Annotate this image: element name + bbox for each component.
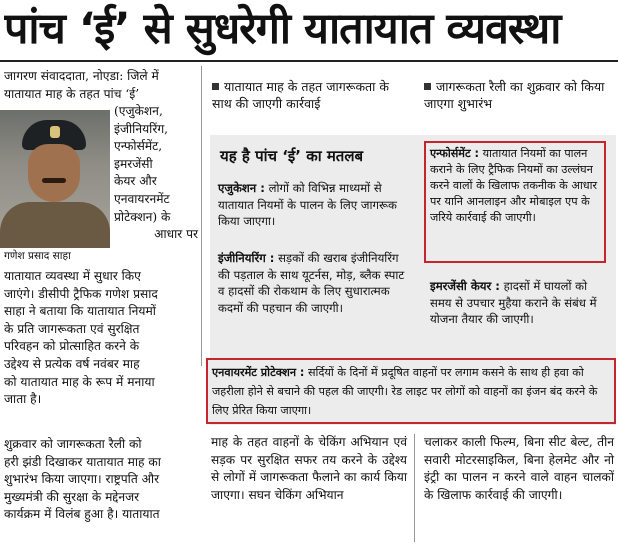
item-label: एन्फोर्समेंट :	[430, 147, 479, 160]
body-line: जाएंगे। डीसीपी ट्रैफिक गणेश प्रसाद	[4, 286, 158, 301]
item-environment	[206, 358, 616, 424]
item-label: एनवायरमेंट प्रोटेक्शन :	[212, 366, 305, 379]
item-text: हादसों में घायलों को समय से उपचार मुहैया कराने के संबंध में योजना तैयार की जाएगी।	[430, 279, 597, 326]
officer-photo	[0, 110, 110, 248]
item-text: यातायात नियमों का पालन कराने के लिए ट्रैफिक नियमों का उल्लंघन करने वालों के खिलाफ तकनीक के आधार पर यानि आनलाइन और मोबाइल एप के जरिये कार्रवाई की जाएगी।	[430, 147, 598, 224]
body-line: के प्रति जागरूकता एवं सुरक्षित	[4, 321, 140, 336]
side-line: (एजुकेशन,	[114, 104, 163, 118]
left-intro	[4, 68, 196, 103]
column-divider	[201, 66, 202, 366]
bullet-2: जागरूकता रैली का शुक्रवार को किया जाएगा शुभारंभ	[424, 79, 605, 111]
item-emergency	[430, 278, 612, 328]
left-side-text	[114, 103, 198, 244]
bullet-square-icon	[212, 83, 219, 90]
uniform	[0, 202, 110, 248]
middle-bottom-text: माह के तहत वाहनों के चेकिंग अभियान एवं सड़क पर सुरक्षित सफर तय करने के उद्देश्य से लोगों में जागरूकता फैलाने का कार्य किया जाएगा। सघन चेकिंग अभियान	[211, 435, 407, 502]
side-line: प्रोटेक्शन) के	[114, 209, 171, 224]
item-text: सर्दियों के दिनों में प्रदूषित वाहनों पर लगाम कसने के साथ ही हवा को जहरीला होने से बचाने की पहल की जाएगी। रेड लाइट पर लोगों को वाहनों का इंजन बंद करने के लिए प्रेरित किया जाएगा।	[212, 366, 598, 417]
item-label: एजुकेशन :	[218, 181, 265, 195]
body-line: साहा ने बताया कि यातायात नियमों	[4, 304, 156, 319]
body-line: को यातायात माह के रूप में मनाया	[4, 374, 155, 389]
item-engineering	[218, 250, 414, 316]
item-text: सड़कों की खराब इंजीनियरिंग की पड़ताल के साथ यूटर्नस, मोड़, ब्लैक स्पाट व हादसों की रोकथाम के लिए सुधारात्मक कदमों की पहचान की जाएगी।	[218, 251, 405, 315]
bottom-line: शुभारंभ किया जाएगा। राष्ट्रपति और	[4, 472, 160, 487]
bottom-line: मुख्यमंत्री की सुरक्षा के मद्देनजर	[4, 489, 140, 504]
body-line: परिवहन को प्रोत्साहित करने के	[4, 339, 140, 354]
intro-line: यातायात माह के तहत पांच ‘ई’	[4, 86, 140, 101]
side-line: इमरजेंसी	[114, 156, 153, 171]
side-line: एनवायरनमेंट	[114, 191, 170, 206]
item-label: इंजीनियरिंग :	[218, 251, 275, 265]
column-divider	[414, 434, 415, 542]
left-bottom	[4, 436, 196, 524]
face	[28, 144, 80, 202]
body-line: यातायात व्यवस्था में सुधार किए	[4, 269, 141, 283]
bullet-square-icon	[424, 83, 431, 90]
photo-caption: गणेश प्रसाद साहा	[4, 250, 71, 262]
bullet-1: यातायात माह के तहत जागरूकता के साथ की जाएगी कार्रवाई	[212, 79, 389, 111]
bottom-line: कार्यक्रम में विलंब हुआ है। यातायात	[4, 507, 160, 522]
right-bottom-text: चलाकर काली फिल्म, बिना सीट बेल्ट, तीन सवारी मोटरसाइकिल, बिना हेलमेट और नो इंट्री का पालन न करने वाले वाहन चालकों के खिलाफ कार्रवाई की जाएगी।	[424, 435, 614, 502]
box-subhead: यह है पांच ‘ई’ का मतलब	[220, 147, 364, 165]
bottom-line: हरी झंडी दिखाकर यातायात माह का	[4, 454, 161, 469]
side-line: इंजीनियरिंग,	[114, 121, 169, 136]
body-line: जाता है।	[4, 392, 42, 407]
item-label: इमरजेंसी केयर :	[430, 279, 500, 293]
headline: पांच ‘ई’ से सुधरेगी यातायात व्यवस्था	[4, 4, 561, 54]
item-education	[218, 180, 414, 230]
body-line: उद्देश्य से प्रत्येक वर्ष नवंबर माह	[4, 356, 140, 371]
left-body	[4, 268, 196, 409]
mustache	[42, 178, 66, 183]
headline-rule	[0, 60, 618, 62]
side-line: आधार पर	[154, 227, 198, 242]
side-line: एन्फोर्समेंट,	[114, 139, 163, 154]
item-enforcement	[424, 141, 606, 263]
item-text: लोगों को विभिन्न माध्यमों से यातायात नियमों के पालन के लिए जागरूक किया जाएगा।	[218, 181, 397, 228]
cap-badge	[50, 126, 60, 138]
side-line: केयर और	[114, 174, 157, 189]
intro-line: जागरण संवाददाता, नोएडा: जिले में	[4, 69, 159, 83]
bottom-line: शुक्रवार को जागरूकता रैली को	[4, 437, 142, 451]
